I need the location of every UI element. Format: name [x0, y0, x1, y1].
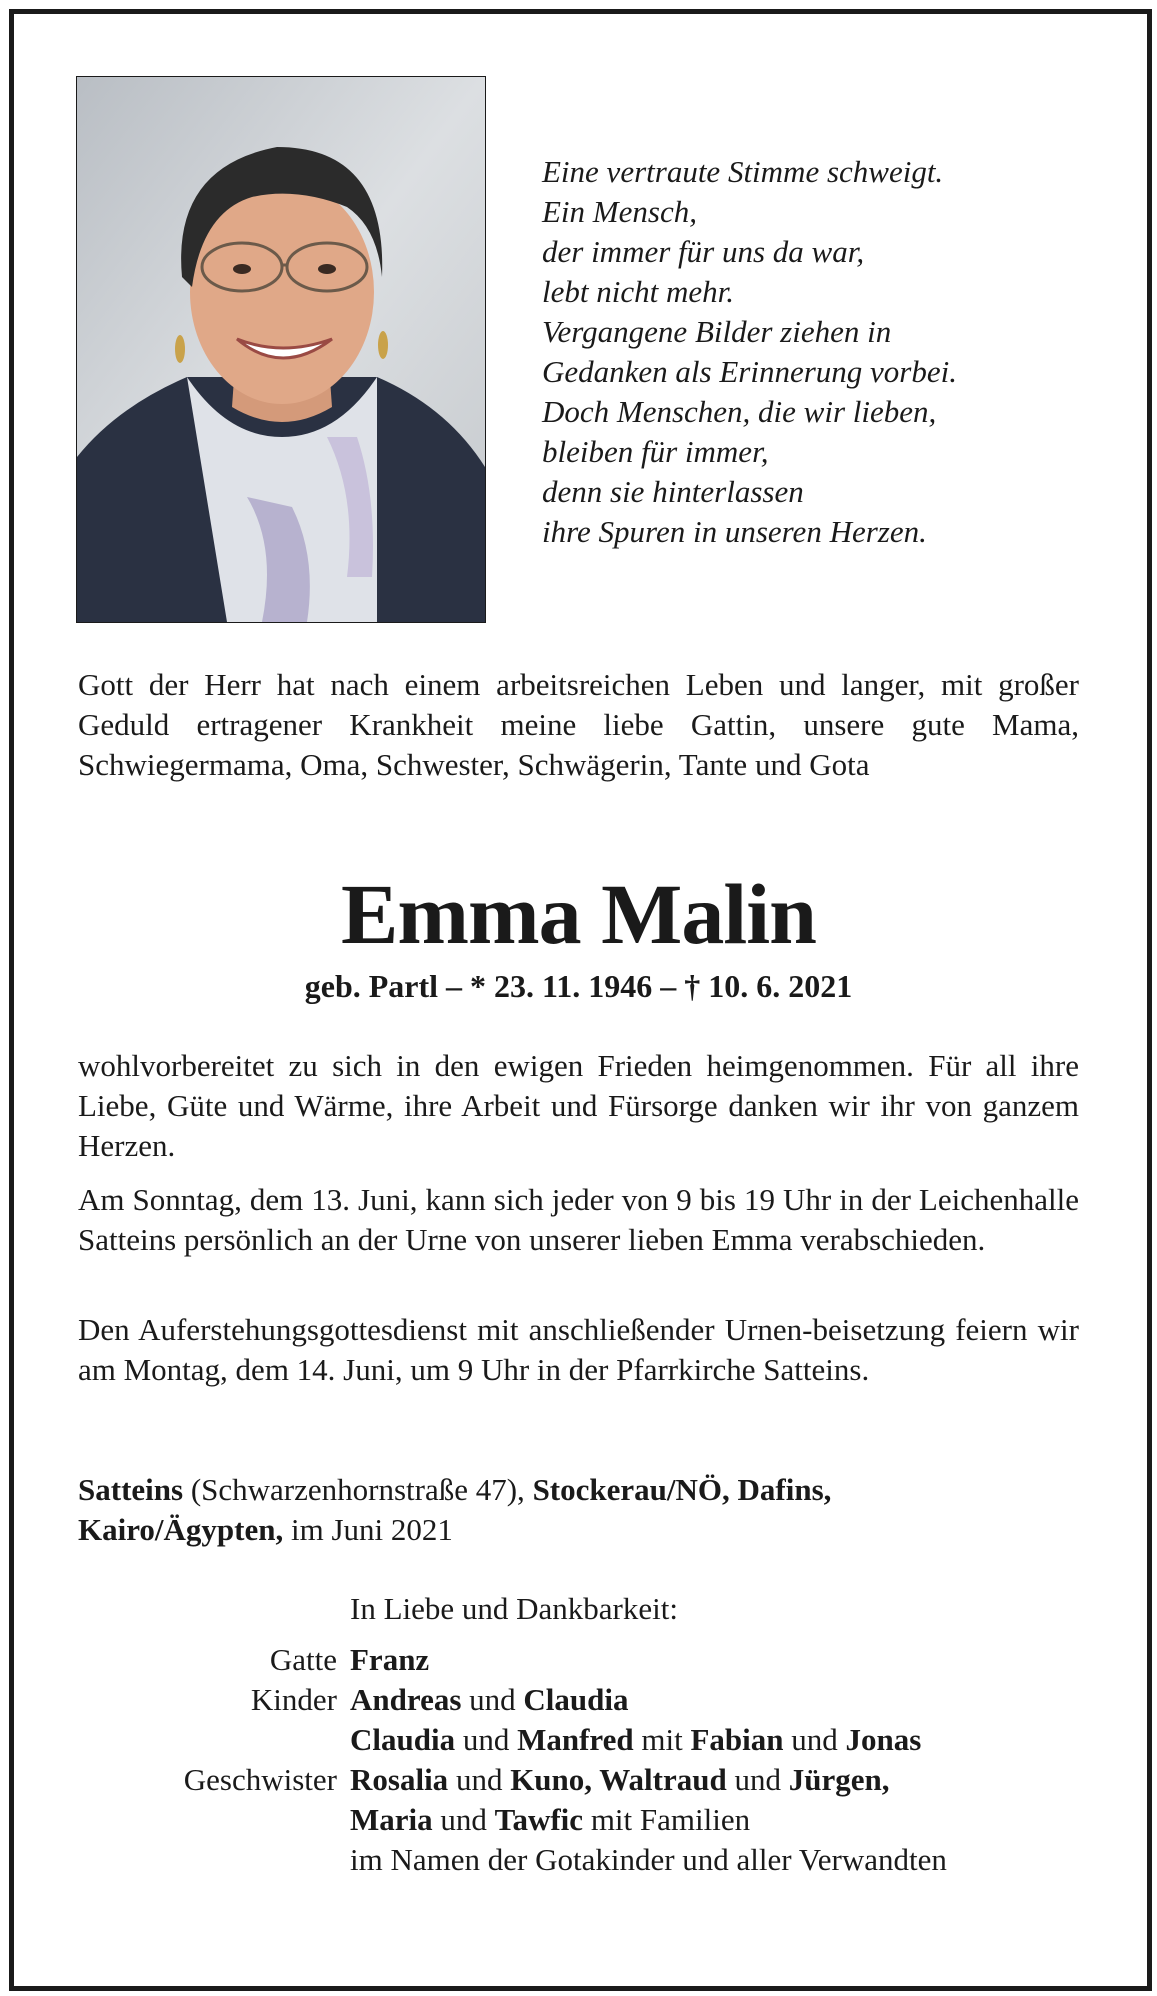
- family-row-closing: [0, 1840, 1157, 1880]
- place-kairo: Kairo/Ägypten,: [78, 1512, 284, 1547]
- poem-line: ihre Spuren in unseren Herzen.: [542, 514, 927, 549]
- place-address: (Schwarzenhornstraße 47),: [183, 1472, 533, 1507]
- family-names: [350, 1640, 429, 1680]
- with-families: mit Familien: [583, 1802, 751, 1837]
- name-tawfic: Tawfic: [494, 1802, 584, 1837]
- poem-line: Ein Mensch,: [542, 194, 697, 229]
- conjunction: und: [726, 1762, 789, 1797]
- farewell-paragraph: wohlvorbereitet zu sich in den ewigen Frieden heimgenommen. Für all ihre Liebe, Güte und Wärme, ihre Arbeit und Fürsorge danken wir ihr von ganzem Herzen.: [78, 1048, 1079, 1163]
- name-franz: Franz: [350, 1642, 430, 1677]
- poem-line: Doch Menschen, die wir lieben,: [542, 394, 937, 429]
- intro-paragraph: Gott der Herr hat nach einem arbeitsreichen Leben und langer, mit großer Geduld ertragener Krankheit meine liebe Gattin, unsere gute Mama, Schwiegermama, Oma, Schwester, Schwägerin, Tante und Gota: [78, 667, 1079, 782]
- name-maria: Maria: [350, 1802, 433, 1837]
- deceased-name: Emma Malin: [341, 866, 816, 962]
- poem-line: der immer für uns da war,: [542, 234, 865, 269]
- family-row-kinder: [0, 1680, 1157, 1720]
- conjunction: und: [448, 1762, 511, 1797]
- name-juergen: Jürgen,: [788, 1762, 890, 1797]
- name-manfred: Manfred: [517, 1722, 634, 1757]
- family-row-geschwister-2: [0, 1800, 1157, 1840]
- family-label: Gatte: [269, 1642, 337, 1677]
- poem-line: Gedanken als Erinnerung vorbei.: [542, 354, 957, 389]
- family-names: [350, 1800, 750, 1840]
- portrait-photo: [76, 76, 486, 623]
- name-andreas: Andreas: [350, 1682, 462, 1717]
- place-satteins: Satteins: [78, 1472, 184, 1507]
- conjunction: und: [432, 1802, 495, 1837]
- family-row-geschwister: [0, 1760, 1157, 1800]
- family-names: [350, 1720, 921, 1760]
- name-fabian: Fabian: [690, 1722, 784, 1757]
- places-line: [78, 1470, 1079, 1550]
- place-stockerau-dafins: Stockerau/NÖ, Dafins,: [532, 1472, 832, 1507]
- conjunction: mit: [633, 1722, 691, 1757]
- family-names: [350, 1760, 889, 1800]
- poem-line: Eine vertraute Stimme schweigt.: [542, 154, 944, 189]
- name-rosalia: Rosalia: [350, 1762, 449, 1797]
- memorial-poem: [542, 152, 1102, 552]
- poem-line: Vergangene Bilder ziehen in: [542, 314, 892, 349]
- family-list: [0, 1640, 1157, 1880]
- conjunction: und: [461, 1682, 524, 1717]
- name-claudia: Claudia: [350, 1722, 456, 1757]
- name-jonas: Jonas: [845, 1722, 922, 1757]
- name-claudia: Claudia: [523, 1682, 629, 1717]
- conjunction: und: [455, 1722, 518, 1757]
- family-label: Kinder: [250, 1682, 337, 1717]
- poem-line: bleiben für immer,: [542, 434, 769, 469]
- signoff: In Liebe und Dankbarkeit:: [350, 1591, 678, 1626]
- birth-death-dates: geb. Partl – * 23. 11. 1946 – † 10. 6. 2021: [304, 968, 853, 1004]
- name-kuno-waltraud: Kuno, Waltraud: [510, 1762, 727, 1797]
- poem-line: denn sie hinterlassen: [542, 474, 804, 509]
- viewing-paragraph: Am Sonntag, dem 13. Juni, kann sich jeder von 9 bis 19 Uhr in der Leichenhalle Satteins persönlich an der Urne von unserer lieben Emma verabschieden.: [78, 1182, 1079, 1257]
- family-names: [350, 1680, 629, 1720]
- family-closing: im Namen der Gotakinder und aller Verwandten: [350, 1842, 947, 1877]
- conjunction: und: [783, 1722, 846, 1757]
- portrait-illustration: [77, 77, 485, 622]
- poem-line: lebt nicht mehr.: [542, 274, 734, 309]
- family-row-kinder-2: [0, 1720, 1157, 1760]
- family-row-gatte: [0, 1640, 1157, 1680]
- date-line: im Juni 2021: [283, 1512, 453, 1547]
- service-paragraph: Den Auferstehungsgottesdienst mit anschließender Urnen-beisetzung feiern wir am Montag, dem 14. Juni, um 9 Uhr in der Pfarrkirche Satteins.: [78, 1312, 1079, 1387]
- family-label: Geschwister: [183, 1762, 337, 1797]
